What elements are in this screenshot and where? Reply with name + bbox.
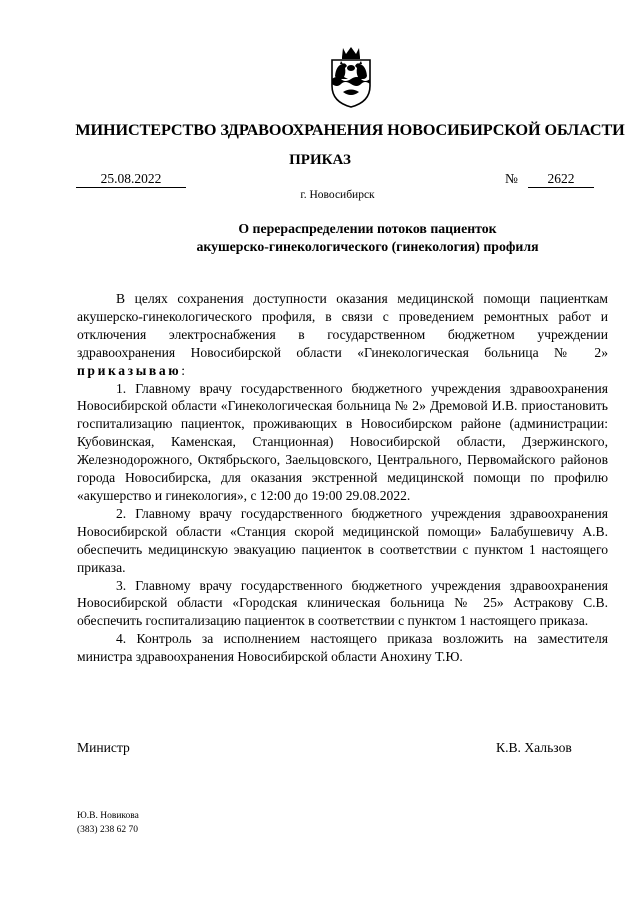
preamble-paragraph [77, 290, 608, 380]
novosibirsk-coat-of-arms-icon [327, 46, 375, 108]
title-line-1: О перераспределении потоков пациенток [238, 221, 497, 236]
number-sign: № [505, 171, 518, 186]
signatory-role: Министр [77, 740, 130, 755]
signatory-name: К.В. Хальзов [496, 740, 572, 755]
order-number: 2622 [528, 171, 594, 188]
executor-info [77, 810, 139, 837]
document-body [77, 290, 608, 666]
city: г. Новосибирск [300, 189, 375, 201]
order-colon: : [181, 362, 186, 378]
title-line-2: акушерско-гинекологического (гинекология) профиля [196, 239, 539, 254]
order-item-4: 4. Контроль за исполнением настоящего приказа возложить на заместителя министра здравоохранения Новосибирской области Анохину Т.Ю. [77, 631, 608, 665]
document-title [60, 220, 640, 256]
order-date: 25.08.2022 [76, 171, 186, 188]
order-item-1: 1. Главному врачу государственного бюджетного учреждения здравоохранения Новосибирской области «Гинекологическая больница № 2» Дремовой И.В. приостановить госпитализацию пациенток, проживающих в Новосибирском районе (администрации: Кубовинская, Каменская, Станционная) Новосибирской области, Дзержинского, Железнодорожного, Октябрьского, Заельцовского, Центрального, Первомайского районов города Новосибирска, для оказания экстренной медицинской помощи по профилю «акушерство и гинекология», с 12:00 до 19:00 29.08.2022. [77, 380, 608, 503]
order-item-2: 2. Главному врачу государственного бюджетного учреждения здравоохранения Новосибирской области «Станция скорой медицинской помощи» Балабушевичу А.В. обеспечить медицинскую эвакуацию пациенток в соответствии с пунктом 1 настоящего приказа. [77, 505, 608, 575]
document-type: ПРИКАЗ [289, 152, 351, 168]
executor-phone: (383) 238 62 70 [77, 824, 138, 835]
preamble-text: В целях сохранения доступности оказания медицинской помощи пациенткам акушерско-гинекологического профиля, в связи с проведением ремонтных работ и отключения электроснабжения в государственном бюджетном учреждении здравоохранения Новосибирской области «Гинекологическая больница № 2» [77, 291, 608, 360]
ministry-name: МИНИСТЕРСТВО ЗДРАВООХРАНЕНИЯ НОВОСИБИРСКОЙ ОБЛАСТИ [75, 121, 625, 139]
order-item-3: 3. Главному врачу государственного бюджетного учреждения здравоохранения Новосибирской области «Городская клиническая больница № 25» Астракову С.В. обеспечить госпитализацию пациенток в соответствии с пунктом 1 настоящего приказа. [77, 577, 608, 629]
order-word: приказываю [77, 362, 182, 378]
executor-name: Ю.В. Новикова [77, 811, 139, 821]
